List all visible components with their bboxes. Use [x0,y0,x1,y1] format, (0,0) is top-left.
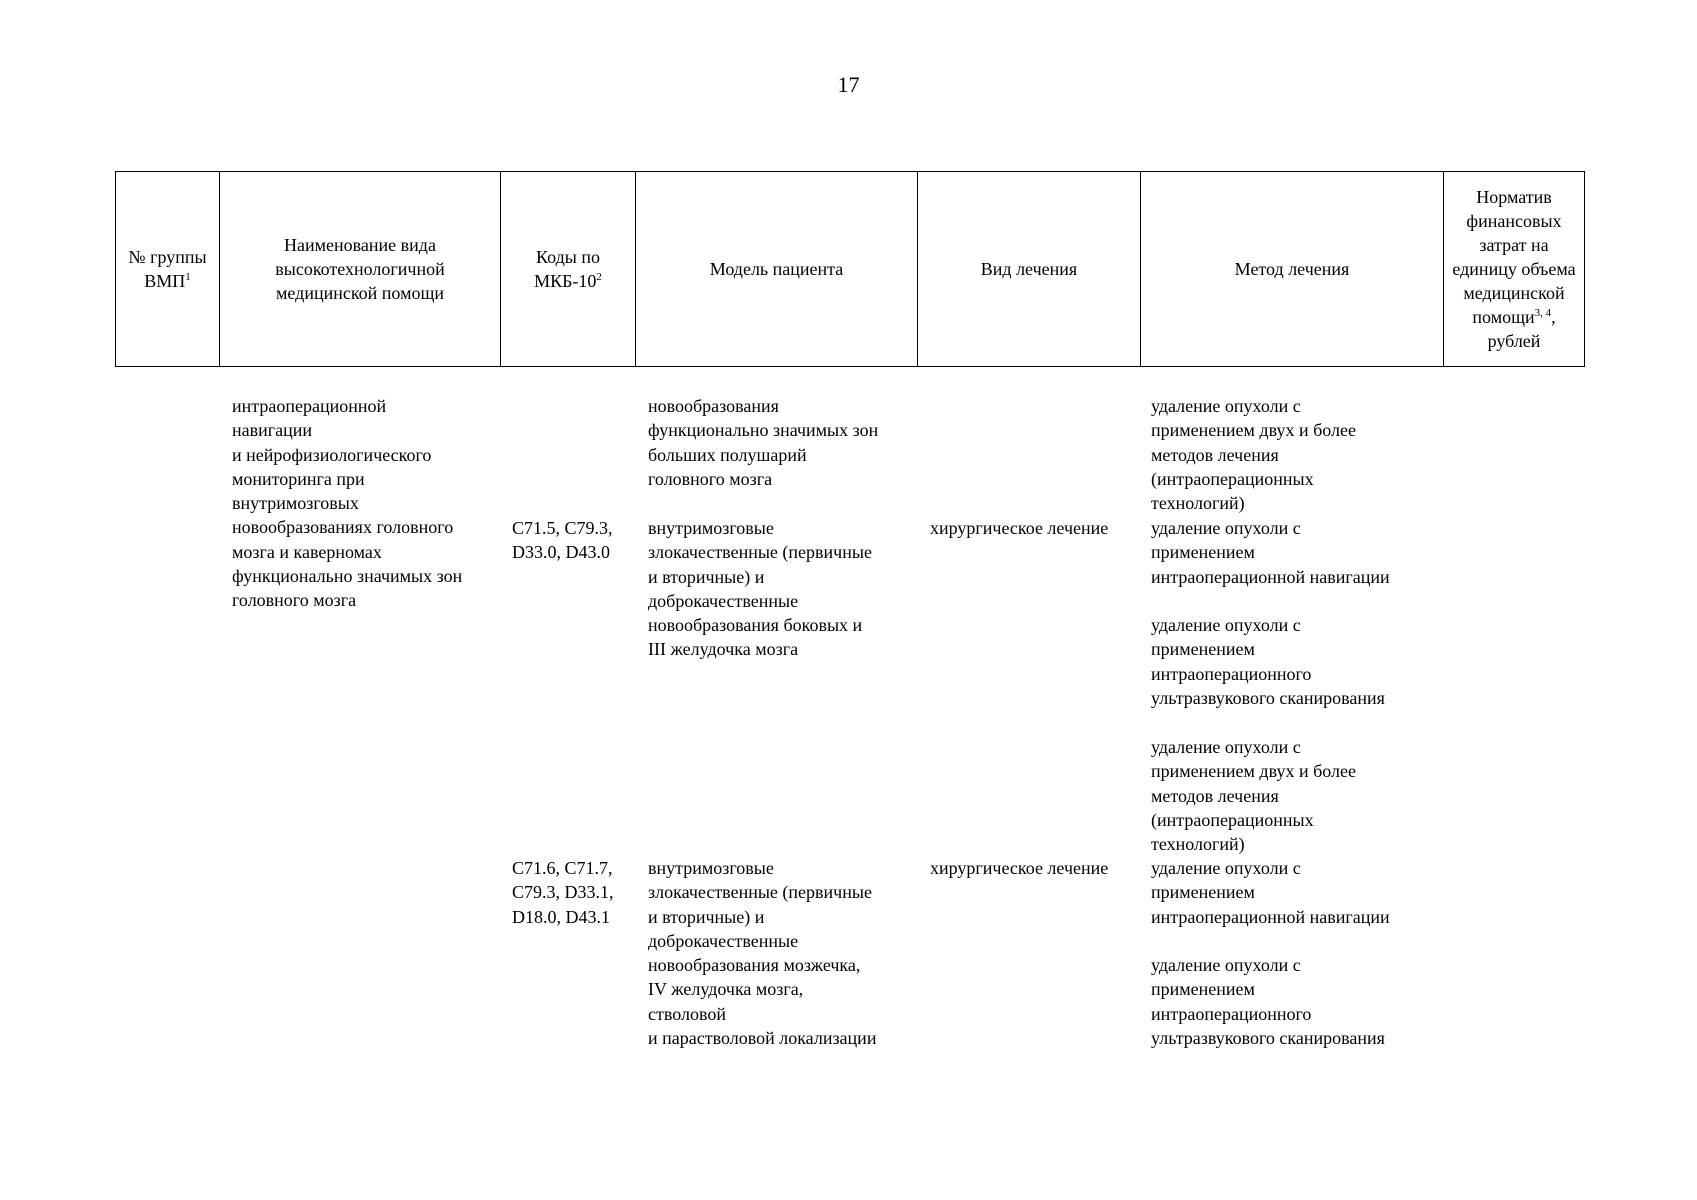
row2-codes: C71.6, C71.7, C79.3, D33.1, D18.0, D43.1 [512,858,614,927]
row1-codes: C71.5, C79.3, D33.0, D43.0 [512,518,613,563]
row1-treatment: хирургическое лечение [930,518,1109,538]
row1-model: внутримозговые злокачественные (первичные и вторичные) и доброкачественные новообразования боковых и III желудочка мозга [648,518,872,660]
header-codes [501,172,636,367]
header-name: Наименование вида высокотехнологичной медицинской помощи [220,172,501,367]
header-method: Метод лечения [1141,172,1444,367]
vmp-name-text: интраоперационной навигации и нейрофизиологического мониторинга при внутримозговых новообразованиях головного мозга и каверномах функционально значимых зон головного мозга [232,396,463,611]
header-codes-label: Коды по МКБ-10 [534,247,600,291]
method-text-top: удаление опухоли с применением двух и более методов лечения (интраоперационных технологий) [1151,396,1356,514]
footnote-1: 1 [185,271,191,283]
row2-treatment: хирургическое лечение [930,858,1109,878]
header-group-label: № группы ВМП [128,247,207,291]
header-financing [1444,172,1585,367]
row1-method-1: удаление опухоли с применением интраоперационной навигации [1151,518,1390,587]
footnote-2: 2 [596,271,602,283]
header-model: Модель пациента [636,172,918,367]
header-financing-unit: , рублей [1487,307,1556,351]
row1-method-3: удаление опухоли с применением двух и более методов лечения (интраоперационных технологий) [1151,737,1356,855]
model-text-top: новообразования функционально значимых зон больших полушарий головного мозга [648,396,879,489]
header-treatment-type: Вид лечения [918,172,1141,367]
row2-method-2: удаление опухоли с применением интраоперационного ультразвукового сканирования [1151,955,1385,1048]
footnote-3-4: 3, 4 [1534,307,1552,319]
header-group [116,172,220,367]
row2-method-1: удаление опухоли с применением интраоперационной навигации [1151,858,1390,927]
header-financing-label: Норматив финансовых затрат на единицу объема медицинской помощи [1452,187,1576,327]
row1-method-2: удаление опухоли с применением интраоперационного ультразвукового сканирования [1151,615,1385,708]
row2-model: внутримозговые злокачественные (первичные и вторичные) и доброкачественные новообразования мозжечка, IV желудочка мозга, стволовой и парастволовой локализации [648,858,877,1049]
table-header [115,171,1585,367]
page-number: 17 [837,72,860,97]
